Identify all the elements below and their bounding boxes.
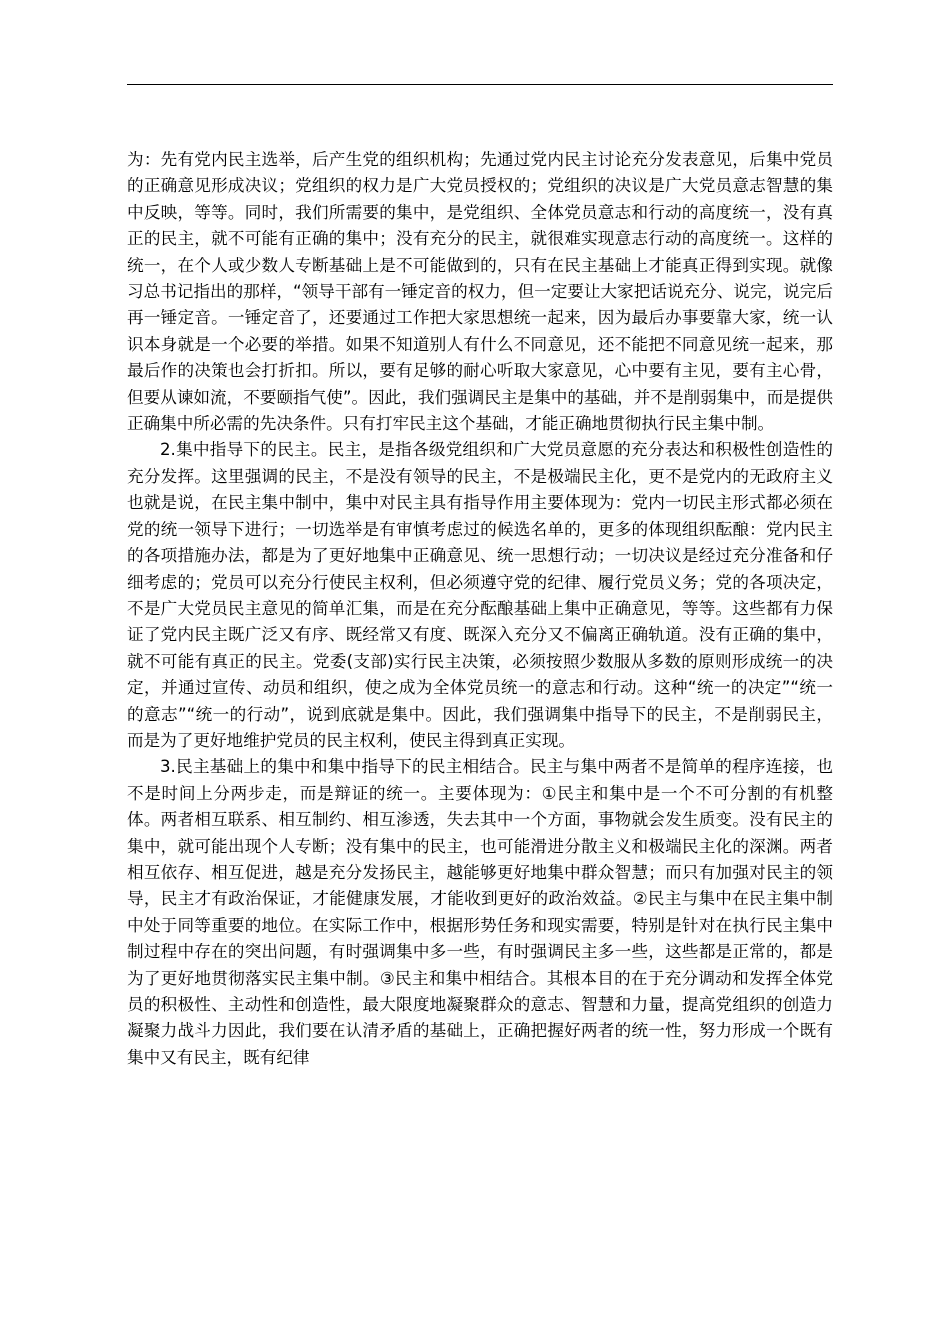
paragraph-continuation: 为：先有党内民主选举，后产生党的组织机构；先通过党内民主讨论充分发表意见，后集中党员的正确意见形成决议；党组织的权力是广大党员授权的；党组织的决议是广大党员意志智慧的集中反映，等等。同时，我们所需要的集中，是党组织、全体党员意志和行动的高度统一，没有真正的民主，就不可能有正确的集中；没有充分的民主，就很难实现意志行动的高度统一。这样的统一，在个人或少数人专断基础上是不可能做到的，只有在民主基础上才能真正得到实现。就像习总书记指出的那样，“领导干部有一锤定音的权力，但一定要让大家把话说充分、说完，说完后再一锤定音。一锤定音了，还要通过工作把大家思想统一起来，因为最后办事要靠大家，统一认识本身就是一个必要的举措。如果不知道别人有什么不同意见，还不能把不同意见统一起来，那最后作的决策也会打折扣。所以，要有足够的耐心听取大家意见，心中要有主见，要有主心骨，但要从谏如流，不要颐指气使”。因此，我们强调民主是集中的基础，并不是削弱集中，而是提供正确集中所必需的先决条件。只有打牢民主这个基础，才能正确地贯彻执行民主集中制。 xyxy=(127,150,833,434)
header-rule xyxy=(127,84,833,85)
paragraph-section-2: 2.集中指导下的民主。民主，是指各级党组织和广大党员意愿的充分表达和积极性创造性的充分发挥。这里强调的民主，不是没有领导的民主，不是极端民主化，更不是党内的无政府主义也就是说，在民主集中制中，集中对民主具有指导作用主要体现为：党内一切民主形式都必须在党的统一领导下进行；一切选举是有审慎考虑过的候选名单的，更多的体现组织酝酿：党内民主的各项措施办法，都是为了更好地集中正确意见、统一思想行动；一切决议是经过充分准备和仔细考虑的；党员可以充分行使民主权利，但必须遵守党的纪律、履行党员义务；党的各项决定，不是广大党员民主意见的简单汇集，而是在充分酝酿基础上集中正确意见，等等。这些都有力保证了党内民主既广泛又有序、既经常又有度、既深入充分又不偏离正确轨道。没有正确的集中，就不可能有真正的民主。党委(支部)实行民主决策，必须按照少数服从多数的原则形成统一的决定，并通过宣传、动员和组织，使之成为全体党员统一的意志和行动。这种“统一的决定”“统一的意志”“统一的行动”，说到底就是集中。因此，我们强调集中指导下的民主，不是削弱民主，而是为了更好地维护党员的民主权利，使民主得到真正实现。 xyxy=(127,440,833,750)
body-text xyxy=(127,147,833,1071)
paragraph-section-3: 3.民主基础上的集中和集中指导下的民主相结合。民主与集中两者不是简单的程序连接，也不是时间上分两步走，而是辩证的统一。主要体现为：①民主和集中是一个不可分割的有机整体。两者相互联系、相互制约、相互渗透，失去其中一个方面，事物就会发生质变。没有民主的集中，就可能出现个人专断；没有集中的民主，也可能滑进分散主义和极端民主化的深渊。两者相互依存、相互促进，越是充分发扬民主，越能够更好地集中群众智慧；而只有加强对民主的领导，民主才有政治保证，才能健康发展，才能收到更好的政治效益。②民主与集中在民主集中制中处于同等重要的地位。在实际工作中，根据形势任务和现实需要，特别是针对在执行民主集中制过程中存在的突出问题，有时强调集中多一些，有时强调民主多一些，这些都是正常的，都是为了更好地贯彻落实民主集中制。③民主和集中相结合。其根本目的在于充分调动和发挥全体党员的积极性、主动性和创造性，最大限度地凝聚群众的意志、智慧和力量，提高党组织的创造力凝聚力战斗力因此，我们要在认清矛盾的基础上，正确把握好两者的统一性，努力形成一个既有集中又有民主，既有纪律 xyxy=(127,757,833,1067)
